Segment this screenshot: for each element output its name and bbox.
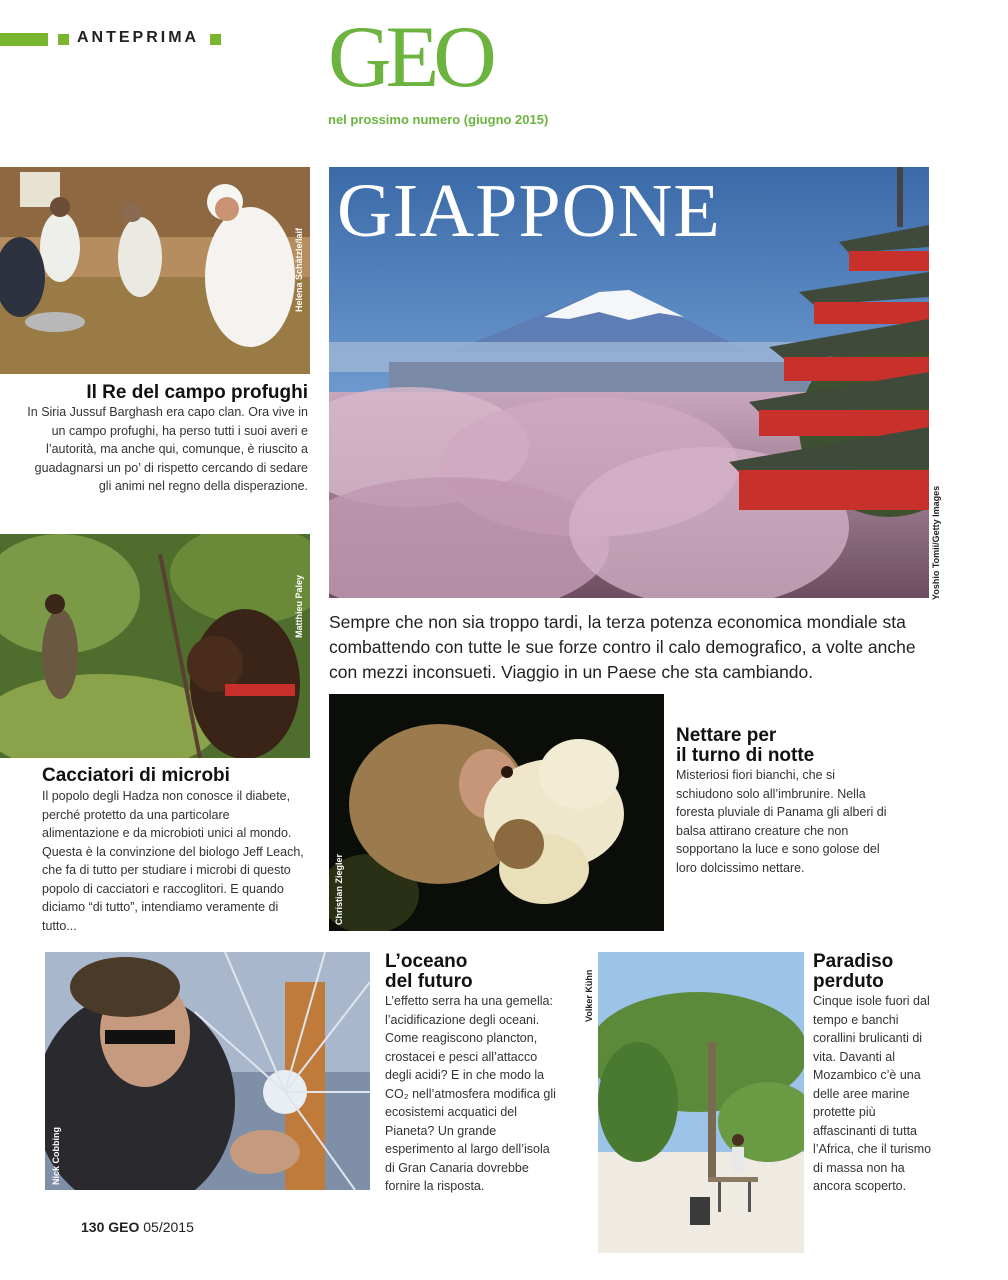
nettare-photo-credit: Christian Ziegler [334,853,344,925]
footer-magazine: GEO [108,1219,140,1235]
nettare-title-line2: il turno di notte [676,745,815,766]
kinkajou-flower-image [329,694,664,931]
oceano-title [385,952,565,992]
nettare-text: Misteriosi fiori bianchi, che si schiudono solo all’imbrunire. Nella foresta pluviale di Panama gli alberi di balsa attirano creature che non sopportano la luce e sono golose del loro dolcissimo nettare. [676,768,887,875]
main-photo-credit: Yoshio Tomii/Getty Images [931,485,941,600]
section-label: ANTEPRIMA [77,29,200,46]
paradiso-text: Cinque isole fuori dal tempo e banchi corallini brulicanti di vita. Davanti al Mozambico c’è una delle aree marine protette più affascinanti di tutta l’Africa, che il turismo di massa non ha ancora scoperto. [813,994,932,1193]
page-number: 130 [81,1219,105,1235]
paradiso-title [813,952,993,992]
paradiso-photo [598,952,804,1253]
nettare-title-line1: Nettare per [676,725,777,746]
oceano-photo-credit: Nick Cobbing [51,1127,61,1185]
oceano-photo [45,952,370,1190]
campo-photo-credit: Helena Schätzle/laif [294,227,304,312]
page-footer [81,1219,194,1235]
microbi-text: Il popolo degli Hadza non conosce il diabete, perché protetto da una particolare alimentazione e da microbioti unici al mondo. Questa è la convinzione del biologo Jeff Leach, che fa di tutto per studiare i microbi di questo popolo di cacciatori e raccoglitori. E quando diciamo “di tutto”, intendiamo veramente di tutto... [42,789,304,933]
mozambique-beach-image [598,952,804,1253]
microbi-photo-credit: Matthieu Paley [294,574,304,638]
header-rule [0,33,48,46]
campo-text: In Siria Jussuf Barghash era capo clan. Ora vive in un campo profughi, ha perso tutti i suoi averi e l’autorità, ma anche qui, comunque, è riuscito a guadagnarsi un po’ di rispetto cercando di sedare gli animi nel regno della disperazione. [27,405,308,493]
geo-logo: GEO [328,9,491,106]
main-story-title: GIAPPONE [337,169,721,253]
microbi-photo [0,534,310,758]
oceano-title-line1: L’oceano [385,951,468,972]
nettare-title [676,726,906,766]
paradiso-title-line1: Paradiso [813,951,894,972]
footer-issue: 05/2015 [143,1219,194,1235]
header-square-right [210,34,221,45]
header-square-left [58,34,69,45]
main-story-lead: Sempre che non sia troppo tardi, la terza potenza economica mondiale sta combattendo con tutte le sue forze contro il calo demografico, a volte anche con mezzi inconsueti. Viaggio in un Paese che sta cambiando. [329,612,916,682]
campo-title: Il Re del campo profughi [86,382,308,403]
nettare-photo [329,694,664,931]
paradiso-title-line2: perduto [813,971,884,992]
campo-photo [0,167,310,374]
hadza-hunters-image [0,534,310,758]
issue-subtitle: nel prossimo numero (giugno 2015) [328,112,549,127]
refugee-camp-image [0,167,310,374]
paradiso-photo-credit: Volker Kühn [584,969,594,1022]
oceano-title-line2: del futuro [385,971,473,992]
ocean-experiment-image [45,952,370,1190]
japan-photo [329,167,929,598]
microbi-title: Cacciatori di microbi [42,765,230,786]
oceano-text: L’effetto serra ha una gemella: l’acidificazione degli oceani. Come reagiscono plancton, crostacei e pesci all’attacco degli acidi? E in che modo la CO₂ nell’atmosfera modifica gli ecosistemi acquatici del Pianeta? Un grande esperimento al largo dell’isola di Gran Canaria dovrebbe fornire la risposta. [385,994,556,1193]
